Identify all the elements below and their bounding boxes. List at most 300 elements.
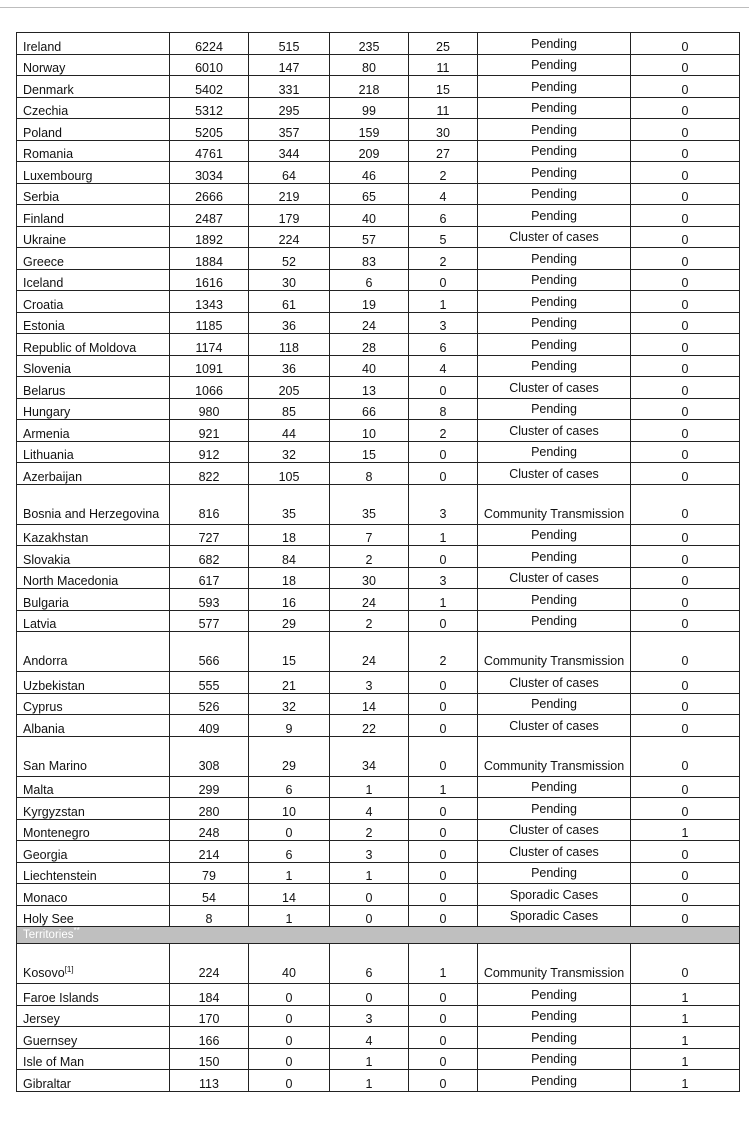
country-cell bbox=[17, 162, 170, 184]
country-value: Albania bbox=[23, 721, 65, 736]
days-value: 0 bbox=[681, 758, 689, 773]
days-value: 0 bbox=[681, 125, 689, 140]
deaths-value: 1 bbox=[365, 1076, 373, 1091]
days-value: 0 bbox=[681, 297, 689, 312]
country-value: Norway bbox=[23, 61, 66, 75]
new-deaths-cell bbox=[409, 776, 478, 798]
new-deaths-value: 3 bbox=[439, 574, 447, 588]
days-cell bbox=[631, 97, 740, 119]
confirmed-cell bbox=[170, 355, 249, 377]
new-deaths-cell bbox=[409, 567, 478, 589]
transmission-cell bbox=[478, 567, 631, 589]
confirmed-cell bbox=[170, 1027, 249, 1049]
new-deaths-value: 8 bbox=[439, 405, 447, 419]
country-cell bbox=[17, 736, 170, 776]
country-cell bbox=[17, 672, 170, 694]
days-value: 0 bbox=[681, 383, 689, 398]
deaths-value: 0 bbox=[365, 890, 373, 905]
new-deaths-cell bbox=[409, 610, 478, 632]
table-row bbox=[17, 420, 740, 442]
country-value: Ukraine bbox=[23, 233, 67, 247]
deaths-cell bbox=[330, 798, 409, 820]
new-deaths-value: 6 bbox=[439, 340, 447, 355]
country-value: Azerbaijan bbox=[23, 469, 83, 484]
deaths-value: 22 bbox=[362, 721, 376, 736]
country-cell bbox=[17, 984, 170, 1006]
transmission-cell bbox=[478, 884, 631, 906]
days-cell bbox=[631, 1027, 740, 1049]
table-row bbox=[17, 205, 740, 227]
new-deaths-cell bbox=[409, 819, 478, 841]
deaths-value: 209 bbox=[358, 147, 380, 161]
days-cell bbox=[631, 589, 740, 611]
deaths-cell bbox=[330, 1070, 409, 1092]
new-cases-cell bbox=[249, 97, 330, 119]
new-cases-cell bbox=[249, 226, 330, 248]
country-cell bbox=[17, 97, 170, 119]
confirmed-cell bbox=[170, 377, 249, 399]
deaths-value: 24 bbox=[362, 319, 376, 333]
country-value: Monaco bbox=[23, 890, 68, 905]
confirmed-value: 79 bbox=[202, 869, 216, 883]
deaths-value: 80 bbox=[362, 61, 376, 75]
transmission-cell bbox=[478, 33, 631, 55]
table-row bbox=[17, 905, 740, 927]
table-row bbox=[17, 862, 740, 884]
new-cases-cell bbox=[249, 862, 330, 884]
new-deaths-value: 1 bbox=[439, 531, 447, 545]
confirmed-value: 6010 bbox=[195, 61, 223, 75]
new-cases-value: 0 bbox=[285, 1012, 293, 1026]
deaths-value: 8 bbox=[365, 469, 373, 484]
table-row bbox=[17, 884, 740, 906]
transmission-cell bbox=[478, 119, 631, 141]
table-row bbox=[17, 484, 740, 524]
confirmed-value: 150 bbox=[198, 1055, 220, 1069]
new-deaths-cell bbox=[409, 984, 478, 1006]
new-deaths-cell bbox=[409, 905, 478, 927]
country-cell bbox=[17, 484, 170, 524]
confirmed-value: 1174 bbox=[195, 340, 223, 355]
deaths-value: 40 bbox=[362, 211, 376, 226]
new-cases-cell bbox=[249, 484, 330, 524]
country-cell bbox=[17, 183, 170, 205]
confirmed-cell bbox=[170, 610, 249, 632]
transmission-cell bbox=[478, 984, 631, 1006]
new-deaths-value: 0 bbox=[439, 869, 447, 883]
country-cell bbox=[17, 269, 170, 291]
confirmed-value: 248 bbox=[198, 826, 220, 840]
transmission-value: Pending bbox=[531, 549, 577, 564]
transmission-cell bbox=[478, 334, 631, 356]
transmission-value: Pending bbox=[531, 122, 577, 137]
deaths-value: 10 bbox=[362, 426, 376, 441]
confirmed-value: 555 bbox=[198, 678, 220, 693]
new-deaths-value: 11 bbox=[436, 61, 450, 75]
table-row bbox=[17, 226, 740, 248]
transmission-cell bbox=[478, 632, 631, 672]
country-value: Slovakia bbox=[23, 552, 71, 567]
days-cell bbox=[631, 226, 740, 248]
new-deaths-cell bbox=[409, 441, 478, 463]
new-cases-cell bbox=[249, 205, 330, 227]
table-row bbox=[17, 463, 740, 485]
confirmed-cell bbox=[170, 312, 249, 334]
new-cases-value: 84 bbox=[282, 552, 296, 567]
new-deaths-value: 2 bbox=[439, 426, 447, 441]
table-row bbox=[17, 736, 740, 776]
confirmed-value: 822 bbox=[198, 469, 220, 484]
new-deaths-value: 0 bbox=[439, 700, 447, 714]
new-cases-value: 32 bbox=[282, 700, 296, 714]
new-cases-value: 64 bbox=[282, 168, 296, 183]
deaths-value: 24 bbox=[362, 654, 376, 668]
country-value: Ireland bbox=[23, 39, 62, 54]
country-value: Bulgaria bbox=[23, 595, 69, 610]
new-cases-cell bbox=[249, 589, 330, 611]
new-deaths-cell bbox=[409, 589, 478, 611]
confirmed-cell bbox=[170, 76, 249, 98]
days-value: 0 bbox=[681, 82, 689, 97]
confirmed-cell bbox=[170, 776, 249, 798]
days-cell bbox=[631, 248, 740, 270]
transmission-value: Community Transmission bbox=[483, 758, 625, 773]
deaths-value: 6 bbox=[365, 966, 373, 980]
transmission-cell bbox=[478, 463, 631, 485]
deaths-cell bbox=[330, 33, 409, 55]
new-deaths-value: 5 bbox=[439, 233, 447, 247]
confirmed-cell bbox=[170, 1005, 249, 1027]
new-cases-value: 44 bbox=[282, 426, 296, 441]
country-value: Hungary bbox=[23, 405, 71, 419]
deaths-value: 65 bbox=[362, 190, 376, 204]
country-value: Jersey bbox=[23, 1012, 60, 1026]
confirmed-cell bbox=[170, 269, 249, 291]
new-deaths-cell bbox=[409, 1070, 478, 1092]
confirmed-value: 170 bbox=[198, 1012, 220, 1026]
transmission-value: Pending bbox=[531, 36, 577, 51]
deaths-value: 3 bbox=[365, 847, 373, 862]
new-cases-cell bbox=[249, 269, 330, 291]
country-value: Finland bbox=[23, 211, 64, 226]
country-value: Uzbekistan bbox=[23, 678, 85, 693]
country-value: Liechtenstein bbox=[23, 869, 97, 883]
table-row bbox=[17, 1005, 740, 1027]
transmission-cell bbox=[478, 862, 631, 884]
table-row bbox=[17, 183, 740, 205]
deaths-value: 83 bbox=[362, 254, 376, 269]
country-cell bbox=[17, 119, 170, 141]
deaths-cell bbox=[330, 524, 409, 546]
transmission-value: Pending bbox=[531, 79, 577, 94]
new-cases-cell bbox=[249, 884, 330, 906]
transmission-value: Sporadic Cases bbox=[509, 887, 599, 902]
deaths-cell bbox=[330, 355, 409, 377]
transmission-cell bbox=[478, 162, 631, 184]
new-cases-cell bbox=[249, 248, 330, 270]
country-cell bbox=[17, 567, 170, 589]
table-section-territories bbox=[17, 927, 740, 944]
confirmed-cell bbox=[170, 715, 249, 737]
new-cases-cell bbox=[249, 420, 330, 442]
page-top-divider bbox=[0, 7, 749, 8]
new-cases-cell bbox=[249, 567, 330, 589]
days-value: 0 bbox=[681, 233, 689, 247]
table-body-territories bbox=[17, 944, 740, 1092]
table-row bbox=[17, 524, 740, 546]
new-cases-value: 36 bbox=[282, 362, 296, 376]
deaths-cell bbox=[330, 140, 409, 162]
new-cases-cell bbox=[249, 736, 330, 776]
days-cell bbox=[631, 269, 740, 291]
deaths-value: 34 bbox=[362, 758, 376, 773]
days-cell bbox=[631, 205, 740, 227]
transmission-value: Pending bbox=[531, 187, 577, 201]
country-cell bbox=[17, 841, 170, 863]
new-deaths-value: 0 bbox=[439, 469, 447, 484]
transmission-cell bbox=[478, 841, 631, 863]
deaths-cell bbox=[330, 441, 409, 463]
days-cell bbox=[631, 798, 740, 820]
days-cell bbox=[631, 183, 740, 205]
new-deaths-cell bbox=[409, 33, 478, 55]
deaths-cell bbox=[330, 1005, 409, 1027]
transmission-cell bbox=[478, 715, 631, 737]
deaths-value: 40 bbox=[362, 362, 376, 376]
country-cell bbox=[17, 546, 170, 568]
new-deaths-cell bbox=[409, 76, 478, 98]
country-value: Andorra bbox=[23, 654, 68, 668]
country-value: Croatia bbox=[23, 297, 64, 312]
confirmed-value: 299 bbox=[198, 783, 220, 797]
table-row bbox=[17, 140, 740, 162]
days-value: 0 bbox=[681, 426, 689, 441]
table-row bbox=[17, 269, 740, 291]
confirmed-cell bbox=[170, 33, 249, 55]
confirmed-value: 308 bbox=[198, 758, 220, 773]
table-row bbox=[17, 589, 740, 611]
table-row bbox=[17, 610, 740, 632]
new-deaths-cell bbox=[409, 355, 478, 377]
confirmed-value: 816 bbox=[198, 506, 220, 521]
deaths-value: 28 bbox=[362, 340, 376, 355]
new-cases-value: 0 bbox=[285, 990, 293, 1005]
new-cases-value: 105 bbox=[278, 469, 300, 484]
confirmed-value: 577 bbox=[198, 617, 220, 631]
confirmed-cell bbox=[170, 841, 249, 863]
new-cases-value: 32 bbox=[282, 448, 296, 462]
transmission-cell bbox=[478, 355, 631, 377]
days-value: 0 bbox=[681, 469, 689, 484]
days-value: 1 bbox=[681, 990, 689, 1005]
new-cases-cell bbox=[249, 140, 330, 162]
country-value: Republic of Moldova bbox=[23, 340, 137, 355]
confirmed-value: 593 bbox=[198, 595, 220, 610]
deaths-cell bbox=[330, 610, 409, 632]
days-cell bbox=[631, 334, 740, 356]
new-deaths-cell bbox=[409, 248, 478, 270]
territories-header-row bbox=[17, 927, 740, 944]
days-cell bbox=[631, 377, 740, 399]
transmission-value: Cluster of cases bbox=[509, 823, 599, 837]
country-value: Malta bbox=[23, 783, 54, 797]
confirmed-value: 1091 bbox=[195, 362, 223, 376]
table-row bbox=[17, 693, 740, 715]
new-deaths-cell bbox=[409, 119, 478, 141]
confirmed-cell bbox=[170, 291, 249, 313]
new-deaths-cell bbox=[409, 841, 478, 863]
transmission-value: Sporadic Cases bbox=[509, 909, 599, 923]
new-cases-cell bbox=[249, 441, 330, 463]
confirmed-value: 3034 bbox=[195, 168, 223, 183]
confirmed-cell bbox=[170, 54, 249, 76]
deaths-cell bbox=[330, 862, 409, 884]
days-cell bbox=[631, 441, 740, 463]
transmission-value: Pending bbox=[531, 1030, 577, 1045]
transmission-value: Pending bbox=[531, 58, 577, 72]
country-cell bbox=[17, 420, 170, 442]
confirmed-cell bbox=[170, 441, 249, 463]
new-deaths-value: 0 bbox=[439, 1033, 447, 1048]
days-cell bbox=[631, 884, 740, 906]
confirmed-cell bbox=[170, 97, 249, 119]
country-cell bbox=[17, 819, 170, 841]
deaths-value: 2 bbox=[365, 617, 373, 631]
confirmed-value: 526 bbox=[198, 700, 220, 714]
confirmed-cell bbox=[170, 484, 249, 524]
new-deaths-cell bbox=[409, 334, 478, 356]
country-cell bbox=[17, 944, 170, 984]
days-cell bbox=[631, 632, 740, 672]
transmission-value: Cluster of cases bbox=[509, 844, 599, 859]
table-row bbox=[17, 162, 740, 184]
new-deaths-value: 0 bbox=[439, 890, 447, 905]
transmission-cell bbox=[478, 441, 631, 463]
days-cell bbox=[631, 672, 740, 694]
new-deaths-cell bbox=[409, 312, 478, 334]
transmission-cell bbox=[478, 610, 631, 632]
days-value: 0 bbox=[681, 448, 689, 462]
new-cases-cell bbox=[249, 841, 330, 863]
deaths-value: 235 bbox=[358, 39, 380, 54]
transmission-value: Pending bbox=[531, 273, 577, 287]
country-cell bbox=[17, 798, 170, 820]
new-cases-value: 15 bbox=[282, 654, 296, 668]
country-value: Cyprus bbox=[23, 700, 63, 714]
transmission-value: Pending bbox=[531, 144, 577, 158]
transmission-value: Pending bbox=[531, 697, 577, 711]
confirmed-cell bbox=[170, 140, 249, 162]
deaths-value: 2 bbox=[365, 552, 373, 567]
section-marker: ** bbox=[73, 926, 80, 936]
days-value: 0 bbox=[681, 617, 689, 631]
confirmed-value: 4761 bbox=[195, 147, 223, 161]
new-cases-cell bbox=[249, 632, 330, 672]
transmission-value: Pending bbox=[531, 337, 577, 352]
days-cell bbox=[631, 355, 740, 377]
days-value: 0 bbox=[681, 700, 689, 714]
confirmed-cell bbox=[170, 546, 249, 568]
transmission-value: Cluster of cases bbox=[509, 675, 599, 690]
confirmed-cell bbox=[170, 1070, 249, 1092]
new-cases-cell bbox=[249, 334, 330, 356]
country-value: Isle of Man bbox=[23, 1055, 85, 1069]
new-cases-value: 29 bbox=[282, 758, 296, 773]
table-row bbox=[17, 715, 740, 737]
deaths-cell bbox=[330, 119, 409, 141]
transmission-cell bbox=[478, 589, 631, 611]
days-cell bbox=[631, 140, 740, 162]
table-row bbox=[17, 441, 740, 463]
days-value: 0 bbox=[681, 912, 689, 926]
country-value: Belarus bbox=[23, 383, 66, 398]
table-row bbox=[17, 776, 740, 798]
new-deaths-cell bbox=[409, 798, 478, 820]
days-value: 1 bbox=[681, 826, 689, 840]
new-deaths-value: 1 bbox=[439, 783, 447, 797]
transmission-cell bbox=[478, 484, 631, 524]
days-cell bbox=[631, 291, 740, 313]
new-cases-value: 36 bbox=[282, 319, 296, 333]
transmission-value: Pending bbox=[531, 866, 577, 880]
confirmed-cell bbox=[170, 226, 249, 248]
confirmed-value: 5205 bbox=[195, 125, 223, 140]
new-cases-cell bbox=[249, 33, 330, 55]
new-deaths-cell bbox=[409, 693, 478, 715]
country-cell bbox=[17, 1027, 170, 1049]
days-cell bbox=[631, 463, 740, 485]
new-deaths-value: 0 bbox=[439, 990, 447, 1005]
new-cases-cell bbox=[249, 54, 330, 76]
new-cases-value: 16 bbox=[282, 595, 296, 610]
deaths-value: 3 bbox=[365, 1012, 373, 1026]
deaths-cell bbox=[330, 162, 409, 184]
new-deaths-cell bbox=[409, 97, 478, 119]
table-row bbox=[17, 944, 740, 984]
days-value: 0 bbox=[681, 721, 689, 736]
deaths-cell bbox=[330, 589, 409, 611]
table-row bbox=[17, 291, 740, 313]
deaths-cell bbox=[330, 567, 409, 589]
table-row bbox=[17, 672, 740, 694]
new-cases-cell bbox=[249, 1070, 330, 1092]
country-cell bbox=[17, 76, 170, 98]
days-cell bbox=[631, 54, 740, 76]
new-deaths-value: 0 bbox=[439, 678, 447, 693]
deaths-cell bbox=[330, 76, 409, 98]
days-value: 0 bbox=[681, 890, 689, 905]
new-cases-value: 295 bbox=[278, 104, 300, 118]
days-value: 0 bbox=[681, 595, 689, 610]
new-cases-value: 40 bbox=[282, 966, 296, 980]
new-cases-value: 85 bbox=[282, 405, 296, 419]
days-cell bbox=[631, 33, 740, 55]
country-value: Kosovo bbox=[23, 966, 65, 980]
confirmed-cell bbox=[170, 420, 249, 442]
new-deaths-cell bbox=[409, 463, 478, 485]
days-cell bbox=[631, 776, 740, 798]
new-cases-value: 515 bbox=[278, 39, 300, 54]
transmission-value: Pending bbox=[531, 1009, 577, 1023]
new-cases-cell bbox=[249, 119, 330, 141]
transmission-cell bbox=[478, 798, 631, 820]
deaths-value: 14 bbox=[362, 700, 376, 714]
country-value: Slovenia bbox=[23, 362, 71, 376]
confirmed-value: 1343 bbox=[195, 297, 223, 312]
new-cases-value: 0 bbox=[285, 1076, 293, 1091]
transmission-value: Pending bbox=[531, 294, 577, 309]
table-row bbox=[17, 841, 740, 863]
